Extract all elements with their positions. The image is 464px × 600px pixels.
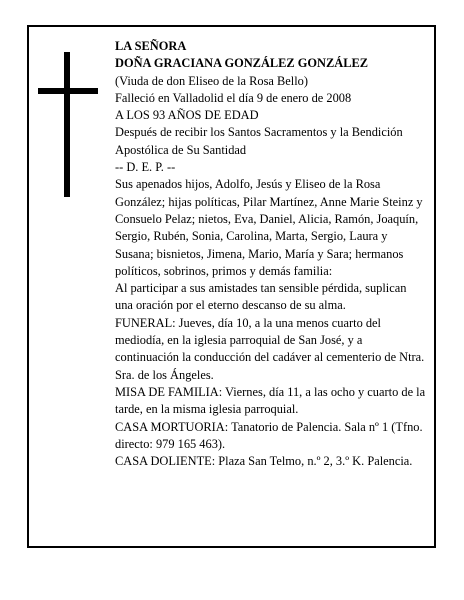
obituary-text bbox=[115, 38, 427, 470]
rip-line: -- D. E. P. -- bbox=[115, 160, 176, 175]
sacraments-paragraph: Después de recibir los Santos Sacramentos y la Bendición Apostólica de Su Santidad bbox=[115, 125, 403, 157]
funeral-home-paragraph: CASA MORTUORIA: Tanatorio de Palencia. Sala nº 1 (Tfno. directo: 979 165 463). bbox=[115, 419, 423, 451]
age-line: A LOS 93 AÑOS DE EDAD bbox=[115, 108, 259, 123]
death-line: Falleció en Valladolid el día 9 de enero de 2008 bbox=[115, 90, 352, 105]
cross-vertical-bar bbox=[64, 52, 70, 197]
family-paragraph: Sus apenados hijos, Adolfo, Jesús y Eliseo de la Rosa González; hijas políticas, Pilar Martínez, Anne Marie Steinz y Consuelo Pelaz; nietos, Eva, Daniel, Alicia, Ramón, Joaquín, Sergio, Rubén, Sonia, Carolina, Marta, Sergio, Laura y Susana; bisnietos, Jimena, Mario, María y Sara; hermanos políticos, sobrinos, primos y demás familia: bbox=[115, 177, 423, 278]
family-mass-paragraph: MISA DE FAMILIA: Viernes, día 11, a las ocho y cuarto de la tarde, en la misma iglesia parroquial. bbox=[115, 384, 426, 417]
request-paragraph: Al participar a sus amistades tan sensible pérdida, suplican una oración por el eterno descanso de su alma. bbox=[115, 281, 407, 313]
deceased-name: DOÑA GRACIANA GONZÁLEZ GONZÁLEZ bbox=[115, 56, 369, 71]
title-line-1: LA SEÑORA bbox=[115, 39, 187, 53]
latin-cross-icon bbox=[38, 52, 98, 197]
cross-horizontal-bar bbox=[38, 88, 98, 94]
widow-line: (Viuda de don Eliseo de la Rosa Bello) bbox=[115, 73, 308, 88]
funeral-paragraph: FUNERAL: Jueves, día 10, a la una menos cuarto del mediodía, en la iglesia parroquial de San José, y a continuación la conducción del cadáver al cementerio de Ntra. Sra. de los Ángeles. bbox=[115, 315, 425, 382]
grieving-house-paragraph: CASA DOLIENTE: Plaza San Telmo, n.º 2, 3.º K. Palencia. bbox=[115, 454, 413, 469]
